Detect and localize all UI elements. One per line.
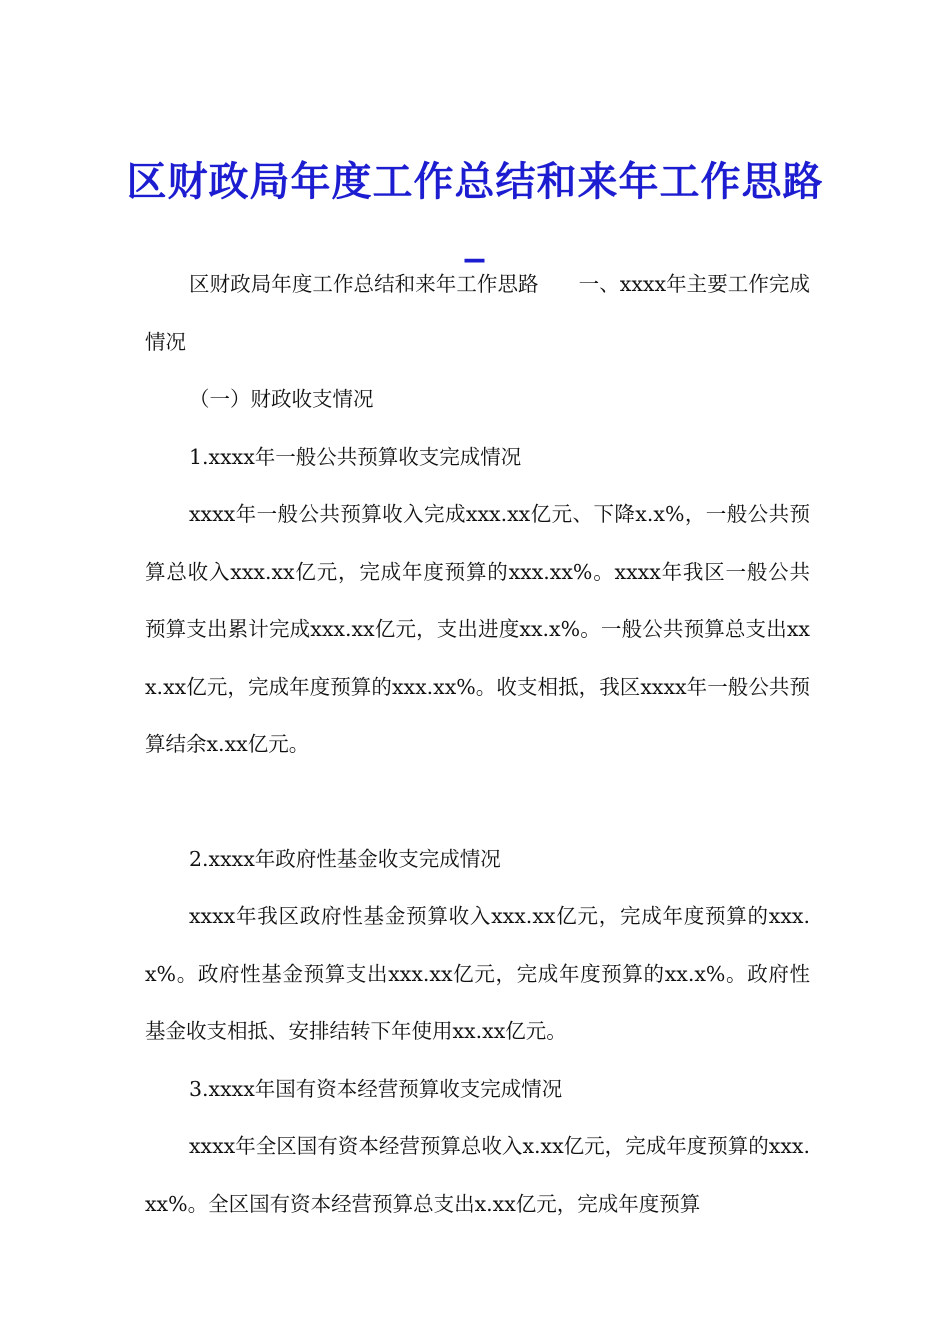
subsection-heading-1: （一）财政收支情况 (189, 387, 374, 411)
item-heading-3: 3.xxxx年国有资本经营预算收支完成情况 (189, 1076, 563, 1101)
document-title: 区财政局年度工作总结和来年工作思路_ (126, 157, 824, 263)
item-heading-2: 2.xxxx年政府性基金收支完成情况 (189, 846, 501, 871)
document-body (145, 256, 810, 1233)
paragraph-government-fund: xxxx年我区政府性基金预算收入xxx.xx亿元，完成年度预算的xxx.x%。政府性基金预算支出xxx.xx亿元，完成年度预算的xx.x%。政府性基金收支相抵、安排结转下年使用xx.xx亿元。 (145, 904, 810, 1043)
paragraph-intro (145, 256, 810, 371)
intro-text: 区财政局年度工作总结和来年工作思路 (189, 272, 539, 296)
paragraph-state-capital: xxxx年全区国有资本经营预算总收入x.xx亿元，完成年度预算的xxx.xx%。全区国有资本经营预算总支出x.xx亿元，完成年度预算 (145, 1134, 810, 1216)
item-heading-1: 1.xxxx年一般公共预算收支完成情况 (189, 444, 522, 469)
paragraph-general-budget: xxxx年一般公共预算收入完成xxx.xx亿元、下降x.x%，一般公共预算总收入xxx.xx亿元，完成年度预算的xxx.xx%。xxxx年我区一般公共预算支出累计完成xxx.xx亿元，支出进度xx.x%。一般公共预算总支出xxx.xx亿元，完成年度预算的xxx.xx%。收支相抵，我区xxxx年一般公共预算结余x.xx亿元。 (145, 502, 810, 756)
section-heading-1: 一、xxxx年主要工作完成情况 (145, 272, 811, 354)
paragraph-spacer (145, 774, 810, 831)
